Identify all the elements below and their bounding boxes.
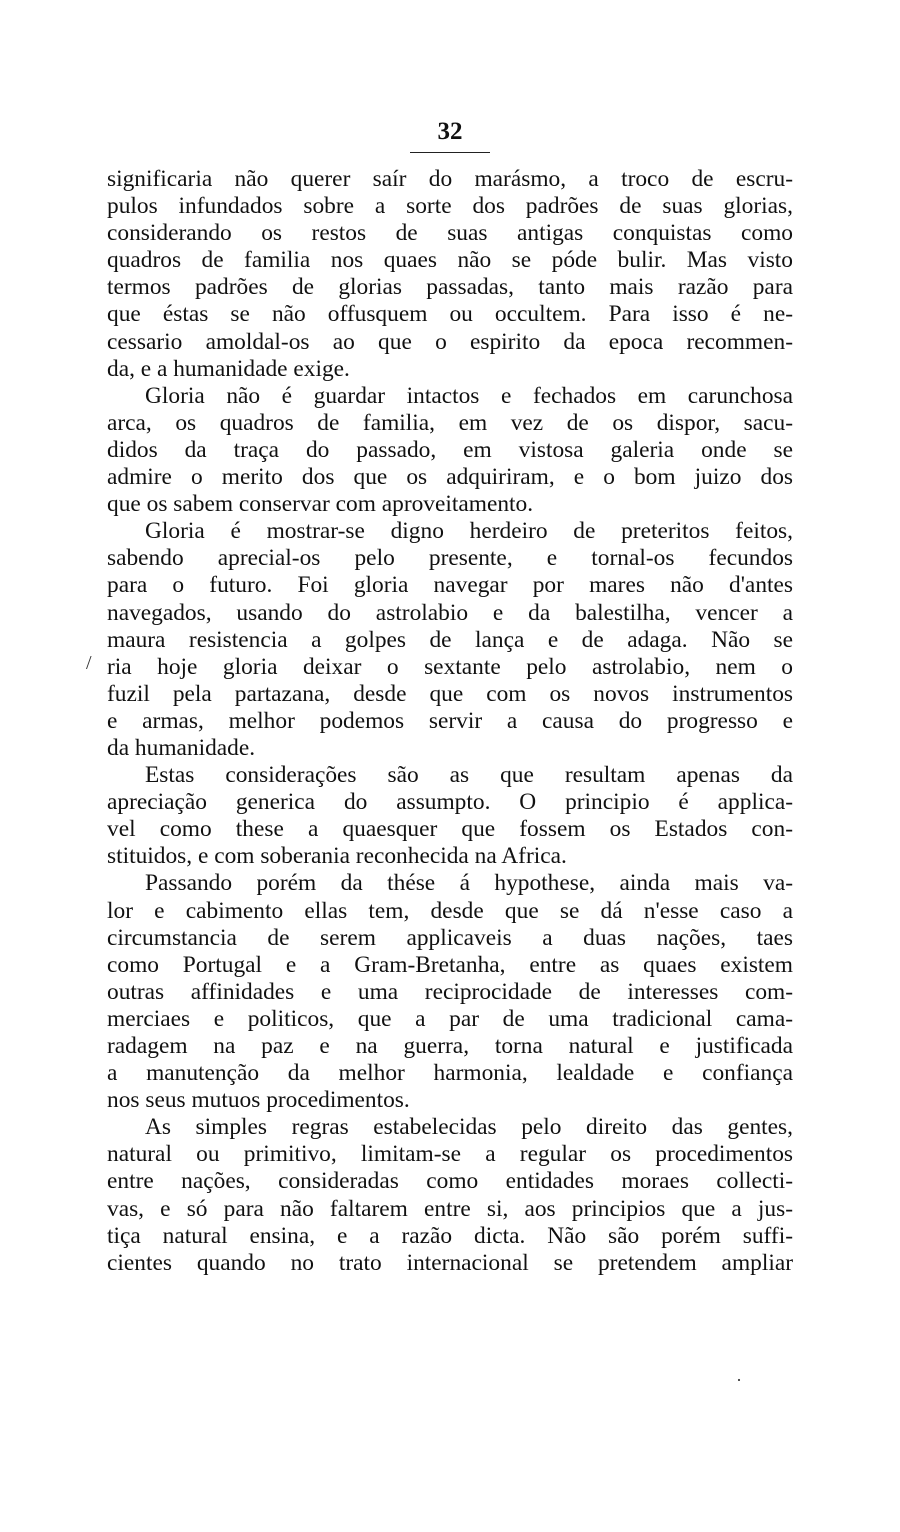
text-line: apreciação generica do assumpto. O principio é applica- <box>107 789 793 816</box>
text-line: navegados, usando do astrolabio e da balestilha, vencer a <box>107 599 793 626</box>
text-line: para o futuro. Foi gloria navegar por mares não d'antes <box>107 572 793 599</box>
text-line: arca, os quadros de familia, em vez de os dispor, sacu- <box>107 409 793 436</box>
text-line: merciaes e politicos, que a par de uma tradicional cama- <box>107 1005 793 1032</box>
text-line: didos da traça do passado, em vistosa galeria onde se <box>107 436 793 463</box>
text-line: pulos infundados sobre a sorte dos padrões de suas glorias, <box>107 193 793 220</box>
text-line: da, e a humanidade exige. <box>107 355 350 382</box>
text-line: natural ou primitivo, limitam-se a regular os procedimentos <box>107 1141 793 1168</box>
header-rule <box>410 152 490 153</box>
text-line: vel como these a quaesquer que fossem os Estados con- <box>107 816 793 843</box>
text-line: circumstancia de serem applicaveis a duas nações, taes <box>107 924 793 951</box>
text-line: que os sabem conservar com aproveitamento. <box>107 491 534 518</box>
text-line: significaria não querer saír do marásmo, a troco de escru- <box>107 166 793 192</box>
text-line: nos seus mutuos procedimentos. <box>107 1087 410 1114</box>
text-line: e armas, melhor podemos servir a causa do progresso e <box>107 707 793 734</box>
text-line: lor e cabimento ellas tem, desde que se dá n'esse caso a <box>107 897 793 924</box>
paragraph-start: Estas considerações são as que resultam apenas da <box>145 762 793 789</box>
text-line: outras affinidades e uma reciprocidade de interesses com- <box>107 978 793 1005</box>
margin-mark: / <box>86 652 92 674</box>
paragraph-start: Gloria é mostrar-se digno herdeiro de preteritos feitos, <box>145 518 793 545</box>
text-line: termos padrões de glorias passadas, tanto mais razão para <box>107 274 793 301</box>
text-line: a manutenção da melhor harmonia, lealdade e confiança <box>107 1060 793 1087</box>
text-line: da humanidade. <box>107 734 256 761</box>
text-line: admire o merito dos que os adquiriram, e o bom juizo dos <box>107 464 793 491</box>
text-line: sabendo aprecial-os pelo presente, e tornal-os fecundos <box>107 545 793 572</box>
paragraph-start: Gloria não é guardar intactos e fechados em carunchosa <box>145 382 793 409</box>
text-line: cientes quando no trato internacional se pretendem ampliar <box>107 1249 793 1276</box>
text-line: maura resistencia a golpes de lança e de adaga. Não se <box>107 626 793 653</box>
body-text <box>107 166 793 1277</box>
text-line: considerando os restos de suas antigas conquistas como <box>107 220 793 247</box>
text-line: radagem na paz e na guerra, torna natural e justificada <box>107 1033 793 1059</box>
page-number: 32 <box>437 118 463 145</box>
text-line: quadros de familia nos quaes não se póde bulir. Mas visto <box>107 247 793 274</box>
text-line: como Portugal e a Gram-Bretanha, entre as quaes existem <box>107 951 793 978</box>
text-line: tiça natural ensina, e a razão dicta. Não são porém suffi- <box>107 1222 793 1249</box>
text-line: que éstas se não offusquem ou occultem. Para isso é ne- <box>107 301 793 328</box>
stray-mark: · <box>736 1370 742 1390</box>
text-line: stituidos, e com soberania reconhecida na Africa. <box>107 843 567 870</box>
paragraph-start: As simples regras estabelecidas pelo direito das gentes, <box>145 1114 793 1141</box>
paragraph-start: Passando porém da thése á hypothese, ainda mais va- <box>145 870 793 897</box>
text-line: cessario amoldal-os ao que o espirito da epoca recommen- <box>107 328 793 355</box>
text-line: entre nações, consideradas como entidades moraes collecti- <box>107 1168 793 1195</box>
text-line: fuzil pela partazana, desde que com os novos instrumentos <box>107 680 793 707</box>
text-line: vas, e só para não faltarem entre si, aos principios que a jus- <box>107 1195 793 1222</box>
text-line: ria hoje gloria deixar o sextante pelo astrolabio, nem o <box>107 653 793 680</box>
